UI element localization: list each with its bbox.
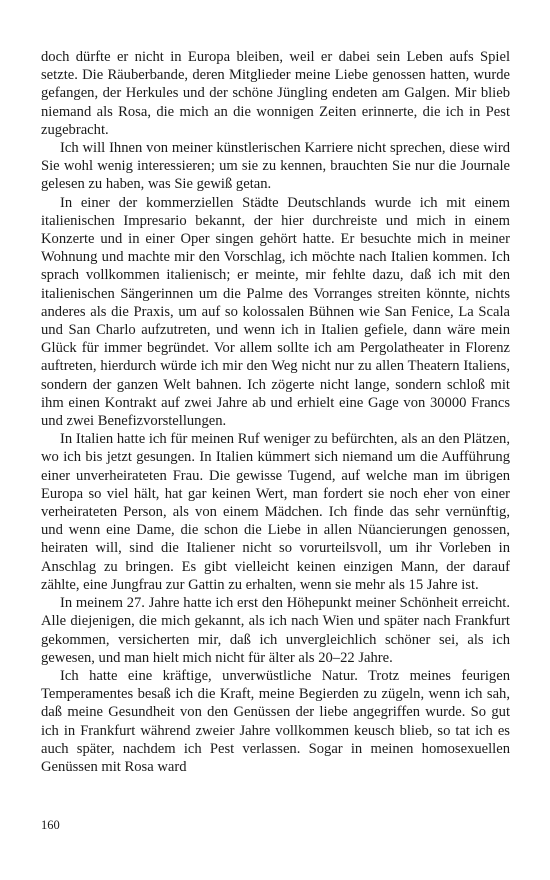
paragraph-4: In Italien hatte ich für meinen Ruf weniger zu befürchten, als an den Plätzen, wo ich bis jetzt gesungen. In Italien kümmert sich niemand um die Aufführung einer unverheirateten Frau. Die gewisse Tugend, auf welche man im übrigen Europa so viel hält, hat gar keinen Wert, man fordert sie noch eher von einer verheirateten Person, als von einem Mädchen. Ich finde das sehr vernünftig, und wenn eine Dame, die schon die Liebe in allen Nüancierungen genossen, heiraten will, sind die Italiener nicht so vorurteilsvoll, um ihr Vorleben in Anschlag zu bringen. Es gibt vielleicht keinen einzigen Mann, der darauf zählte, eine Jungfrau zur Gattin zu erhalten, wenn sie mehr als 15 Jahre ist. (41, 431, 510, 593)
paragraph-1: doch dürfte er nicht in Europa bleiben, weil er dabei sein Leben aufs Spiel setzte. Die Räuberbande, deren Mitglieder meine Liebe genossen hatten, wurde gefangen, der Herkules und der schöne Jüngling endeten am Galgen. Mir blieb niemand als Rosa, die mich an die wonnigen Zeiten erinnerte, die ich in Pest zugebracht. (41, 49, 510, 138)
paragraph-6: Ich hatte eine kräftige, unverwüstliche Natur. Trotz meines feurigen Temperamentes besaß ich die Kraft, meine Begierden zu zügeln, wenn ich sah, daß meine Gesundheit von den Genüssen der liebe angegriffen wurde. So gut ich in Frankfurt während zweier Jahre vollkommen keusch blieb, so tat ich es auch später, nachdem ich Pest verlassen. Sogar in meinen homosexuellen Genüssen mit Rosa ward (41, 667, 510, 775)
body-text (41, 48, 510, 776)
paragraph-3: In einer der kommerziellen Städte Deutschlands wurde ich mit einem italienischen Impresario bekannt, der hier durchreiste und mich in einem Konzerte und in einer Oper singen gehört hatte. Er besuchte mich in meiner Wohnung und machte mir den Vorschlag, ich möchte nach Italien kommen. Ich sprach vollkommen italienisch; er meinte, mir fehlte dazu, daß ich mit den italienischen Sängerinnen um die Palme des Vorranges streiten könnte, nichts anderes als die Praxis, um auf so kolossalen Bühnen wie San Fenice, La Scala und San Charlo aufzutreten, und wenn ich in Italien gefiele, dann wäre mein Glück für immer begründet. Vor allem sollte ich am Pergolatheater in Florenz auftreten, hierdurch würde ich mir den Weg nicht nur zu allen Theatern Italiens, sondern der ganzen Welt bahnen. Ich zögerte nicht lange, sondern schloß mit ihm einen Kontrakt auf zwei Jahre ab und erhielt eine Gage von 30000 Francs und zwei Benefizvorstellungen. (41, 194, 510, 430)
paragraph-2: Ich will Ihnen von meiner künstlerischen Karriere nicht sprechen, diese wird Sie wohl wenig interessieren; um sie zu kennen, brauchten Sie nur die Journale gelesen zu haben, was Sie gewiß getan. (41, 140, 510, 193)
page-number: 160 (41, 818, 60, 832)
paragraph-5: In meinem 27. Jahre hatte ich erst den Höhepunkt meiner Schönheit erreicht. Alle diejenigen, die mich gekannt, als ich nach Wien und später nach Frankfurt gekommen, versicherten mir, daß ich unvergleichlich schöner sei, als ich gewesen, und man hielt mich nicht für älter als 20–22 Jahre. (41, 595, 510, 666)
